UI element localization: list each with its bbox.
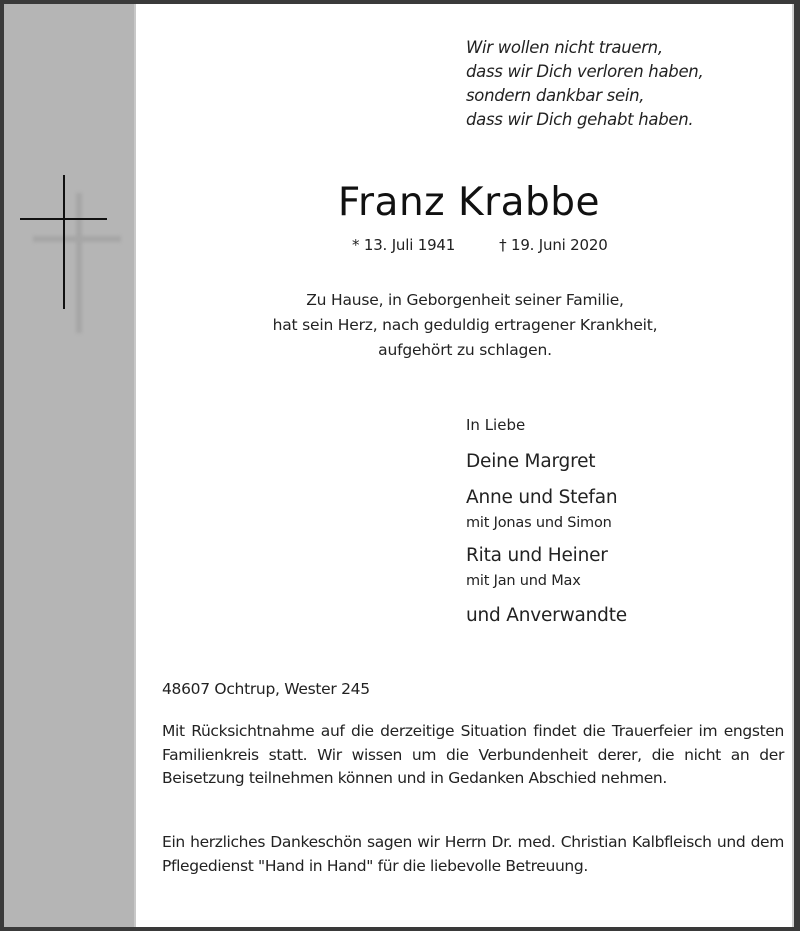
obituary-frame — [4, 4, 794, 927]
mourner-group — [466, 486, 627, 532]
thanks-notice: Ein herzliches Dankeschön sagen wir Herrn Dr. med. Christian Kalbfleisch und dem Pflegedienst "Hand in Hand" für die liebevolle Betreuung. — [162, 833, 784, 875]
funeral-notice: Mit Rücksichtnahme auf die derzeitige Situation findet die Trauerfeier im engsten Familienkreis statt. Wir wissen um die Verbundenheit derer, die nicht an der Beisetzung teilnehmen können und in Gedanken Abschied nehmen. — [162, 722, 784, 787]
poem-line: dass wir Dich verloren haben, — [466, 62, 704, 81]
life-dates — [352, 236, 608, 254]
mourner-group — [466, 450, 627, 474]
mourner-children: mit Jonas und Simon — [466, 515, 612, 531]
poem — [466, 36, 703, 132]
mourner-name: Deine Margret — [466, 451, 596, 472]
address: 48607 Ochtrup, Wester 245 — [162, 680, 370, 698]
mourner-group — [466, 604, 627, 628]
poem-line: dass wir Dich gehabt haben. — [466, 110, 694, 129]
message-line: aufgehört zu schlagen. — [378, 341, 552, 359]
mourner-name: Rita und Heiner — [466, 545, 608, 566]
mourners-intro: In Liebe — [466, 416, 526, 434]
birth-date: * 13. Juli 1941 — [352, 236, 456, 254]
death-date: † 19. Juni 2020 — [499, 236, 608, 254]
message-line: Zu Hause, in Geborgenheit seiner Familie, — [306, 291, 624, 309]
side-band — [4, 4, 134, 927]
mourner-group — [466, 544, 627, 590]
poem-line: sondern dankbar sein, — [466, 86, 645, 105]
mourner-name: und Anverwandte — [466, 605, 627, 626]
mourner-name: Anne und Stefan — [466, 487, 618, 508]
obituary-content — [136, 4, 794, 927]
deceased-name: Franz Krabbe — [337, 180, 601, 225]
poem-line: Wir wollen nicht trauern, — [466, 38, 663, 57]
message-line: hat sein Herz, nach geduldig ertragener Krankheit, — [272, 316, 658, 334]
mourner-children: mit Jan und Max — [466, 573, 581, 589]
mourners — [466, 416, 627, 640]
death-message — [136, 288, 794, 363]
